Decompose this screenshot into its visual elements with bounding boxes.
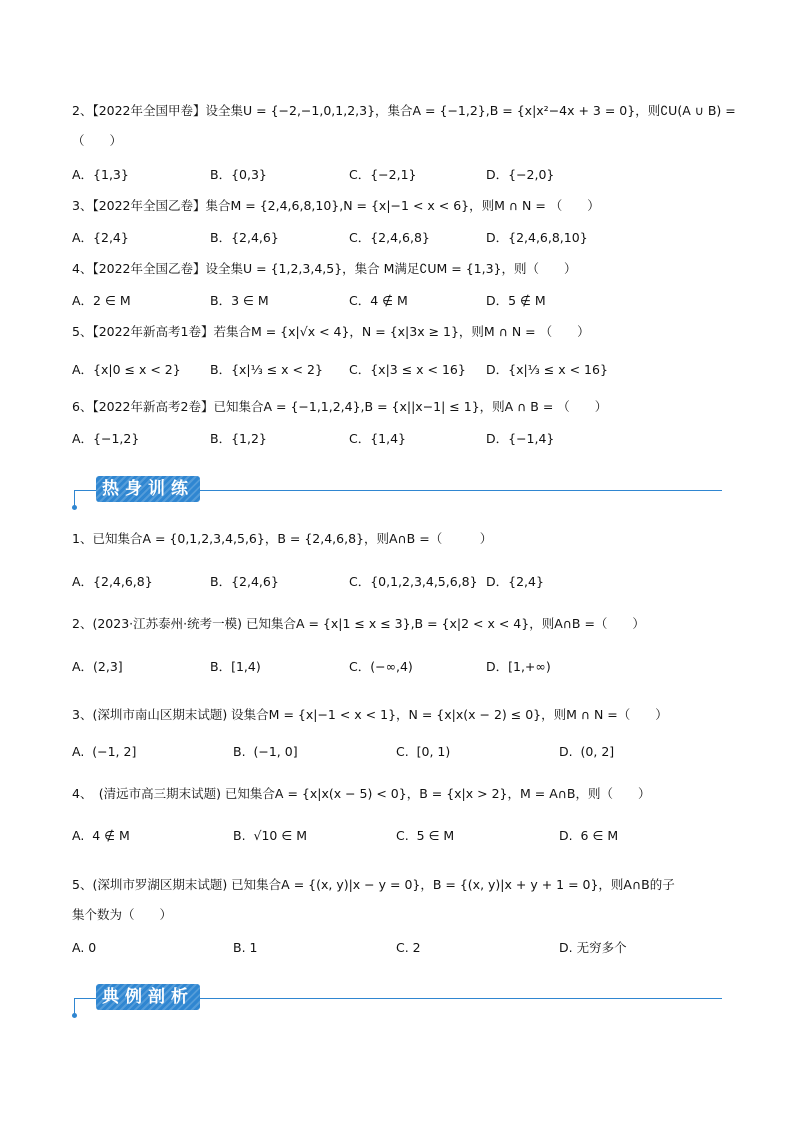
- banner-dot: [72, 1013, 77, 1018]
- q3-option-b: B．{2,4,6}: [210, 230, 279, 245]
- w5-option-b: B. 1: [233, 940, 258, 955]
- w5-option-c: C. 2: [396, 940, 421, 955]
- section-banner-warmup: [70, 474, 722, 514]
- banner-tab: [96, 984, 200, 1010]
- q6-option-d: D．{−1,4}: [486, 431, 555, 446]
- w1-options: [72, 572, 722, 592]
- w1-stem: 1、已知集合A = {0,1,2,3,4,5,6}，B = {2,4,6,8}，则A∩B =（ ）: [72, 531, 493, 546]
- banner-dot: [72, 505, 77, 510]
- q6-stem: 6、【2022年新高考2卷】已知集合A = {−1,1,2,4},B = {x||x−1| ≤ 1}，则A ∩ B = （ ）: [72, 399, 608, 414]
- q4-option-d: D．5 ∉ M: [486, 293, 546, 308]
- w4-stem: 4、 (清远市高三期末试题) 已知集合A = {x|x(x − 5) < 0}，B = {x|x > 2}，M = A∩B，则（ ）: [72, 786, 651, 801]
- q5-option-c: C．{x|3 ≤ x < 16}: [349, 362, 466, 377]
- w5-options: [72, 938, 722, 958]
- q2-stem-line2: （ ）: [72, 133, 123, 148]
- w2-option-b: B．[1,4): [210, 659, 261, 674]
- q2-option-d: D．{−2,0}: [486, 167, 555, 182]
- w3-stem: 3、(深圳市南山区期末试题) 设集合M = {x|−1 < x < 1}，N = {x|x(x − 2) ≤ 0}，则M ∩ N =（ ）: [72, 707, 668, 722]
- q6-options: [72, 429, 722, 449]
- q4-option-a: A．2 ∈ M: [72, 293, 131, 308]
- q3-option-d: D．{2,4,6,8,10}: [486, 230, 588, 245]
- w5-option-d: D. 无穷多个: [559, 940, 627, 955]
- section-banner-examples: [70, 982, 722, 1022]
- w1-option-d: D．{2,4}: [486, 574, 544, 589]
- w2-option-d: D．[1,+∞): [486, 659, 551, 674]
- q4-option-b: B．3 ∈ M: [210, 293, 269, 308]
- q3-stem: 3、【2022年全国乙卷】集合M = {2,4,6,8,10},N = {x|−1 < x < 6}，则M ∩ N = （ ）: [72, 198, 600, 213]
- q2-option-c: C．{−2,1}: [349, 167, 417, 182]
- q3-option-a: A．{2,4}: [72, 230, 129, 245]
- q2-stem-line1: 2、【2022年全国甲卷】设全集U = {−2,−1,0,1,2,3}，集合A = {−1,2},B = {x|x²−4x + 3 = 0}，则∁U(A ∪ B) =: [72, 103, 736, 118]
- w4-option-c: C. 5 ∈ M: [396, 828, 455, 843]
- w5-stem-line2: 集个数为（ ）: [72, 907, 173, 922]
- q5-options: [72, 360, 722, 380]
- q2-option-a: A．{1,3}: [72, 167, 129, 182]
- banner-tab: [96, 476, 200, 502]
- w5-option-a: A. 0: [72, 940, 97, 955]
- banner-title: 热身训练: [102, 479, 194, 499]
- w2-option-c: C．(−∞,4): [349, 659, 413, 674]
- q5-option-b: B．{x|⅓ ≤ x < 2}: [210, 362, 323, 377]
- w4-option-b: B. √10 ∈ M: [233, 828, 307, 843]
- w2-options: [72, 657, 722, 677]
- q5-stem: 5、【2022年新高考1卷】若集合M = {x|√x < 4}，N = {x|3x ≥ 1}，则M ∩ N = （ ）: [72, 324, 590, 339]
- w4-options: [72, 826, 722, 846]
- banner-title: 典例剖析: [102, 987, 194, 1007]
- q5-option-d: D．{x|⅓ ≤ x < 16}: [486, 362, 608, 377]
- w3-option-d: D. (0, 2]: [559, 744, 615, 759]
- w3-option-b: B. (−1, 0]: [233, 744, 298, 759]
- w5-stem-line1: 5、(深圳市罗湖区期末试题) 已知集合A = {(x, y)|x − y = 0}，B = {(x, y)|x + y + 1 = 0}，则A∩B的子: [72, 877, 675, 892]
- q4-stem: 4、【2022年全国乙卷】设全集U = {1,2,3,4,5}，集合 M满足∁UM = {1,3}，则（ ）: [72, 261, 577, 276]
- q3-option-c: C．{2,4,6,8}: [349, 230, 430, 245]
- w2-stem: 2、(2023·江苏泰州·统考一模) 已知集合A = {x|1 ≤ x ≤ 3},B = {x|2 < x < 4}，则A∩B =（ ）: [72, 616, 645, 631]
- w3-options: [72, 742, 722, 762]
- w1-option-b: B．{2,4,6}: [210, 574, 279, 589]
- w4-option-d: D. 6 ∈ M: [559, 828, 619, 843]
- w3-option-c: C. [0, 1): [396, 744, 451, 759]
- q6-option-c: C．{1,4}: [349, 431, 407, 446]
- q4-option-c: C．4 ∉ M: [349, 293, 408, 308]
- w4-option-a: A. 4 ∉ M: [72, 828, 130, 843]
- q2-option-b: B．{0,3}: [210, 167, 267, 182]
- w1-option-c: C．{0,1,2,3,4,5,6,8}: [349, 574, 478, 589]
- q4-options: [72, 291, 722, 311]
- q2-options: [72, 165, 722, 185]
- q5-option-a: A．{x|0 ≤ x < 2}: [72, 362, 181, 377]
- w1-option-a: A．{2,4,6,8}: [72, 574, 153, 589]
- w2-option-a: A．(2,3]: [72, 659, 123, 674]
- q3-options: [72, 228, 722, 248]
- q6-option-a: A．{−1,2}: [72, 431, 140, 446]
- w3-option-a: A. (−1, 2]: [72, 744, 137, 759]
- q6-option-b: B．{1,2}: [210, 431, 267, 446]
